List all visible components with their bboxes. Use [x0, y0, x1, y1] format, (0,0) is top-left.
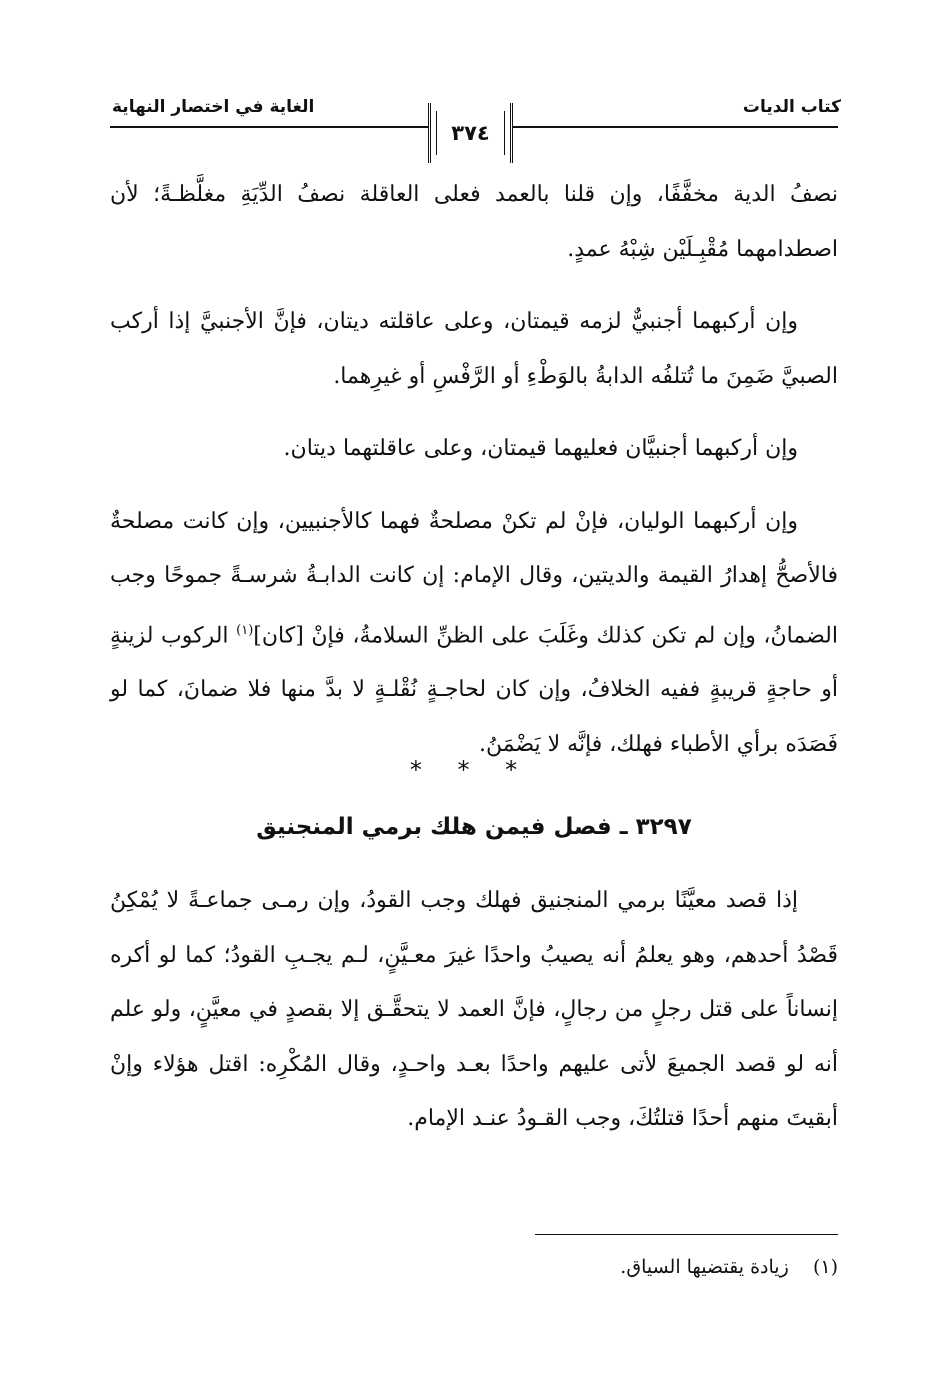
header-rule-right: [513, 126, 838, 128]
running-header-chapter: كتاب الديات: [742, 97, 841, 117]
running-header-book-title: الغاية في اختصار النهاية: [112, 97, 315, 117]
footnote-text: زيادة يقتضيها السياق.: [620, 1256, 789, 1278]
footnote-separator: [535, 1234, 838, 1235]
footnote-number: (١): [812, 1256, 838, 1278]
page-number: ٣٧٤: [436, 111, 505, 155]
paragraph-1: نصفُ الدية مخفَّفًا، وإن قلنا بالعمد فعلى العاقلة نصفُ الدِّيَةِ مغلَّظـةً؛ لأن اصطدامهما مُقْبِـلَيْن شِبْهُ عمدٍ.: [110, 182, 838, 262]
paragraph-2: وإن أركبهما أجنبيٌّ لزمه قيمتان، وعلى عاقلته ديتان، فإنَّ الأجنبيَّ إذا أركب الصبيَّ ضَمِنَ ما تُتلفُه الدابةُ بالوَطْءِ أو الرَّفْسِ أو غيرِهما.: [110, 309, 838, 389]
section-paragraph: إذا قصد معيَّنًا برمي المنجنيق فهلك وجب القودُ، وإن رمـى جماعـةً لا يُمْكِنُ قَصْدُ أحدهم، وهو يعلمُ أنه يصيبُ واحدًا غيرَ معـيَّنٍ، لـم يجـبِ القودُ؛ كما لو أكره إنساناً على قتل رجلٍ من رجالٍ، فإنَّ العمد لا يتحقَّـق إلا بقصدٍ في معيَّنٍ، ولو علم أنه لو قصد الجميعَ لأتى عليهم واحدًا بعـد واحـدٍ، وقال المُكْرِه: اقتل هؤلاء وإنْ أبقيتَ منهم أحدًا قتلتُكَ، وجب القـودُ عنـد الإمام.: [110, 888, 838, 1131]
body-text-section: [110, 874, 838, 1147]
body-text-top: [110, 168, 838, 772]
footnote-reference[interactable]: (١): [236, 622, 254, 638]
paragraph-4: [110, 495, 838, 773]
page-number-frame: [428, 103, 513, 163]
header-rule-left: [110, 126, 428, 128]
section-heading: ٣٢٩٧ ـ فصل فيمن هلك برمي المنجنيق: [256, 814, 692, 840]
section-separator: * * *: [409, 756, 532, 784]
footnote: [620, 1256, 838, 1278]
paragraph-4-part-2: الركوب لزينةٍ أو حاجةٍ قريبةٍ ففيه الخلافُ، وإن كان لحاجـةٍ نُقْلـةٍ لا بدَّ منها فلا ضمانَ، كما لو فَصَدَه برأي الأطباء فهلك، فإنَّه لا يَضْمَنُ.: [110, 622, 838, 757]
paragraph-3: وإن أركبهما أجنبيَّان فعليهما قيمتان، وعلى عاقلتهما ديتان.: [283, 436, 798, 461]
paragraph-4-part-1: وإن أركبهما الوليان، فإنْ لم تكنْ مصلحةٌ فهما كالأجنبيين، وإن كانت مصلحةٌ فالأصحُّ إهدارُ القيمة والديتين، وقال الإمام: إن كانت الدابـةُ شرسـةً جموحًا وجب الضمانُ، وإن لم تكن كذلك وغَلَبَ على الظنِّ السلامةُ، فإنْ [كان]: [110, 508, 838, 648]
